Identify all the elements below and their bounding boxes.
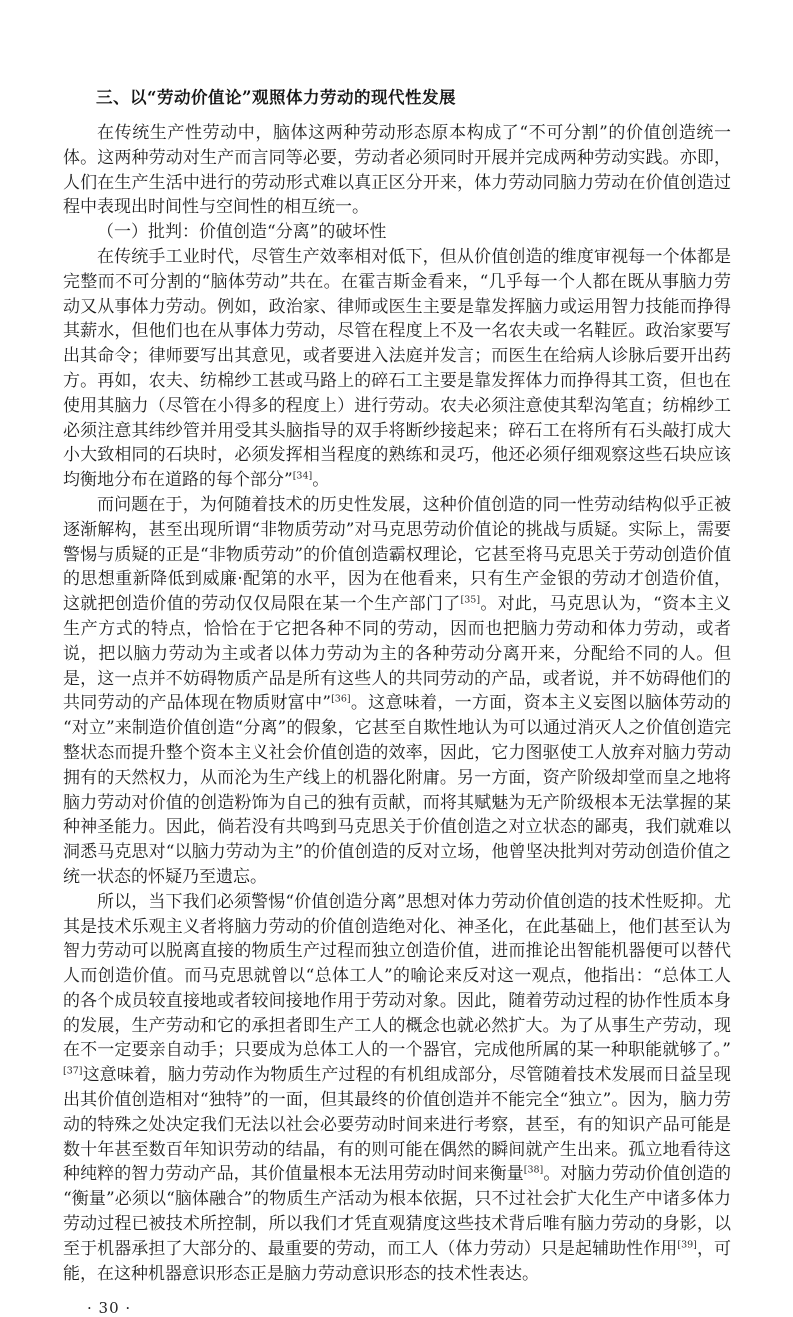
paragraph-immaterial-text-1: 而问题在于，为何随着技术的历史性发展，这种价值创造的同一性劳动结构似乎正被逐渐解构，甚至出现所谓“非物质劳动”对马克思劳动价值论的挑战与质疑。实际上，需要警惕与质疑的正是“非物质劳动”的价值创造霸权理论，它甚至将马克思关于劳动创造价值的思想重新降低到威廉·配第的水平，因为在他看来，只有生产金银的劳动才创造价值，这就把创造价值的劳动仅仅局限在某一个生产部门了 [63, 494, 731, 615]
footnote-ref-34: [34] [292, 470, 313, 482]
paragraph-collective-worker [63, 890, 731, 1287]
page-number: · 30 · [87, 1299, 132, 1317]
paragraph-collective-text-2: 这意味着，脑力劳动作为物质生产过程的有机组成部分，尽管随着技术发展而日益呈现出其价值创造相对“独特”的一面，但其最终的价值创造并不能完全“独立”。因为，脑力劳动的特殊之处决定我们无法以社会必要劳动时间来进行考察，甚至，有的知识产品可能是数十年甚至数百年知识劳动的结晶，有的则可能在偶然的瞬间就产生出来。孤立地看待这种纯粹的智力劳动产品，其价值量根本无法用劳动时间来衡量 [63, 1065, 731, 1185]
paragraph-collective-text-3: 。对脑力劳动价值创造的“衡量”必须以“脑体融合”的物质生产活动为根本依据，只不过社会扩大化生产中诸多体力劳动过程已被技术所控制，所以我们才凭直观猜度这些技术背后唯有脑力劳动的身影，以至于机器承担了大部分的、最重要的劳动，而工人（体力劳动）只是起辅助性作用 [63, 1164, 732, 1259]
paragraph-collective-text-1: 所以，当下我们必须警惕“价值创造分离”思想对体力劳动价值创造的技术性贬抑。尤其是技术乐观主义者将脑力劳动的价值创造绝对化、神圣化，在此基础上，他们甚至认为智力劳动可以脱离直接的物质生产过程而独立创造价值，进而推论出智能机器便可以替代人而创造价值。而马克思就曾以“总体工人”的喻论来反对这一观点，他指出：“总体工人的各个成员较直接地或者较间接地作用于劳动对象。因此，随着劳动过程的协作性质本身的发展，生产劳动和它的承担者即生产工人的概念也就必然扩大。为了从事生产劳动，现在不一定要亲自动手；只要成为总体工人的一个器官，完成他所属的某一种职能就够了。” [63, 891, 731, 1061]
paragraph-immaterial-text-3: 。这意味着，一方面，资本主义妄图以脑体劳动的“对立”来制造价值创造“分离”的假象，它甚至自欺性地认为可以通过消灭人之价值创造完整状态而提升整个资本主义社会价值创造的效率，因此，它力图驱使工人放弃对脑力劳动拥有的天然权力，从而沦为生产线上的机器化附庸。另一方面，资产阶级却堂而皇之地将脑力劳动对价值的创造粉饰为自己的独有贡献，而将其赋魅为无产阶级根本无法掌握的某种神圣能力。因此，倘若没有共鸣到马克思关于价值创造之对立状态的鄙夷，我们就难以洞悉马克思对“以脑力劳动为主”的价值创造的反对立场，他曾坚决批判对劳动创造价值之统一状态的怀疑乃至遗忘。 [63, 693, 731, 887]
footnote-ref-37: [37] [63, 1065, 83, 1077]
paragraph-handicraft-text-2: 。 [312, 470, 330, 491]
paragraph-intro [63, 121, 731, 220]
subsection-heading-text: （一）批判：价值创造“分离”的破坏性 [97, 222, 387, 243]
footnote-ref-35: [35] [460, 594, 481, 606]
footnote-ref-36: [36] [331, 693, 351, 705]
paragraph-intro-text: 在传统生产性劳动中，脑体这两种劳动形态原本构成了“不可分割”的价值创造统一体。这两种劳动对生产而言同等必要，劳动者必须同时开展并完成两种劳动实践。亦即，人们在生产生活中进行的劳动形式难以真正区分开来，体力劳动同脑力劳动在价值创造过程中表现出时间性与空间性的相互统一。 [63, 123, 731, 218]
paragraph-immaterial-labor [63, 493, 731, 890]
paragraph-handicraft-text-1: 在传统手工业时代，尽管生产效率相对低下，但从价值创造的维度审视每一个体都是完整而不可分割的“脑体劳动”共在。在霍吉斯金看来，“几乎每一个人都在既从事脑力劳动又从事体力劳动。例如，政治家、律师或医生主要是靠发挥脑力或运用智力技能而挣得其薪水，但他们也在从事体力劳动，尽管在程度上不及一名农夫或一名鞋匠。政治家要写出其命令；律师要写出其意见，或者要进入法庭并发言；而医生在给病人诊脉后要开出药方。再如，农夫、纺棉纱工甚或马路上的碎石工主要是靠发挥体力而挣得其工资，但也在使用其脑力（尽管在小得多的程度上）进行劳动。农夫必须注意使其犁沟笔直；纺棉纱工必须注意其纬纱管并用受其头脑指导的双手将断纱接起来；碎石工在将所有石头敲打成大小大致相同的石块时，必须发挥相当程度的熟练和灵巧，他还必须仔细观察这些石块应该均衡地分布在道路的每个部分” [63, 246, 731, 491]
footnote-ref-38: [38] [523, 1164, 544, 1176]
footnote-ref-39: [39] [677, 1239, 697, 1251]
paragraph-collective-text-4: ，可能，在这种机器意识形态正是脑力劳动意识形态的技术性表达。 [63, 1238, 732, 1284]
paragraph-immaterial-text-2: 。对此，马克思认为，“资本主义生产方式的特点，恰恰在于它把各种不同的劳动，因而也把脑力劳动和体力劳动，或者说，把以脑力劳动为主或者以体力劳动为主的各种劳动分离开来，分配给不同的人。但是，这一点并不妨碍物质产品是所有这些人的共同劳动的产品，或者说，并不妨碍他们的共同劳动的产品体现在物质财富中” [63, 594, 731, 714]
section-heading: 三、以“劳动价值论”观照体力劳动的现代性发展 [96, 88, 456, 107]
subsection-heading [63, 220, 731, 245]
paragraph-handicraft-era [63, 245, 731, 493]
